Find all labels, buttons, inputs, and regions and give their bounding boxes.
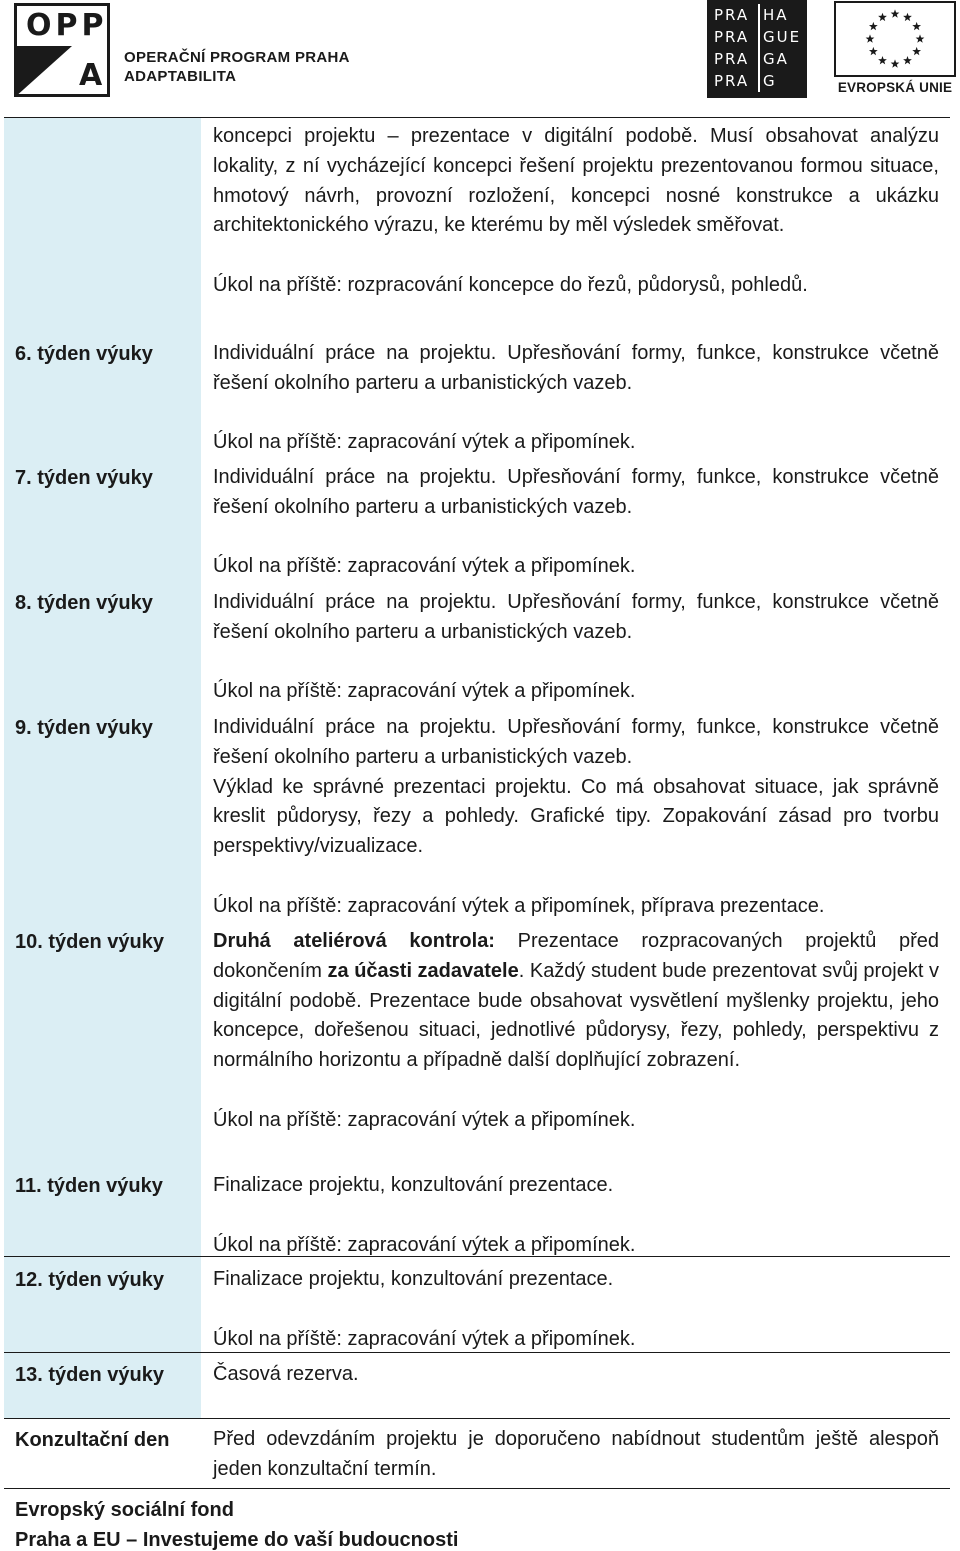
- praha-logo-divider: [758, 4, 760, 92]
- row-text: . Každý student bude prezentovat svůj projekt v digitální podobě. Prezentace bude obsahovat vysvětlení myšlenky projektu, jeho koncepce, dořešenou situaci, jednotlivé půdorysy, řezy, pohledy, perspektivu z normálního horizontu a případně další doplňující zobrazení.: [213, 959, 939, 1072]
- praha-logo-text: PRA: [714, 28, 750, 46]
- eu-star-icon: [878, 56, 887, 64]
- praha-logo-text: GUE: [763, 28, 802, 46]
- praha-logo-text: PRA: [714, 50, 750, 68]
- row-task: Úkol na příště: zapracování výtek a připomínek, příprava prezentace.: [213, 894, 825, 917]
- row-task: Úkol na příště: zapracování výtek a připomínek.: [213, 555, 636, 578]
- eu-logo-caption: EVROPSKÁ UNIE: [837, 80, 953, 95]
- oppa-program-line1: OPERAČNÍ PROGRAM PRAHA: [124, 49, 350, 66]
- eu-star-icon: [912, 22, 921, 30]
- row-label: 6. týden výuky: [15, 343, 153, 365]
- row-content: [213, 927, 939, 1136]
- praha-logo-text: G: [763, 72, 777, 90]
- oppa-logo: [14, 3, 110, 97]
- footer-line2: Praha a EU – Investujeme do vaší budoucnosti: [15, 1529, 459, 1551]
- row-text: Prezentace rozpracovaných projektů před dokončením: [213, 930, 940, 982]
- row-content: [213, 713, 939, 922]
- page-footer: [15, 1495, 458, 1551]
- praha-logo-text: HA: [763, 6, 789, 24]
- row-content: [213, 1425, 939, 1485]
- row-description: Individuální práce na projektu. Upřesňování formy, funkce, konstrukce včetně řešení okolního parteru a urbanistických vazeb.: [213, 466, 939, 518]
- row-description: Finalizace projektu, konzultování prezentace.: [213, 1174, 614, 1196]
- praha-logo-col1: [714, 4, 749, 92]
- eu-star-icon: [916, 34, 925, 42]
- label-column-background: [4, 117, 201, 1418]
- praha-logo-text: PRA: [714, 72, 750, 90]
- row-label: Konzultační den: [15, 1429, 170, 1451]
- eu-star-icon: [903, 56, 912, 64]
- eu-star-icon: [891, 59, 900, 67]
- row-description: koncepci projektu – prezentace v digitální podobě. Musí obsahovat analýzu lokality, z ní vycházející koncepci řešení projektu prezentovanou formou situace, hmotový návrh, provozní rozložení, koncepci nosné konstrukce a ukázku architektonického výrazu, ke kterému by měl výsledek směřovat.: [213, 125, 939, 237]
- oppa-program-line2: ADAPTABILITA: [124, 68, 237, 85]
- row-label: 12. týden výuky: [15, 1269, 164, 1291]
- page-header: [0, 0, 960, 108]
- row-description: Individuální práce na projektu. Upřesňování formy, funkce, konstrukce včetně řešení okolního parteru a urbanistických vazeb.: [213, 716, 939, 768]
- row-label: 10. týden výuky: [15, 931, 164, 953]
- row-content: [213, 339, 939, 458]
- row-content: [213, 1265, 939, 1354]
- table-rule: [4, 1352, 950, 1353]
- eu-star-icon: [869, 22, 878, 30]
- eu-star-icon: [912, 47, 921, 55]
- oppa-logo-mark-top: OPP: [26, 8, 108, 43]
- table-rule: [4, 1418, 950, 1419]
- eu-stars-icon: [836, 3, 954, 75]
- row-content: [213, 1171, 939, 1260]
- row-description: Individuální práce na projektu. Upřesňování formy, funkce, konstrukce včetně řešení okolního parteru a urbanistických vazeb.: [213, 342, 939, 394]
- praha-logo: [707, 0, 807, 98]
- row-label: 13. týden výuky: [15, 1364, 164, 1386]
- row-label: 9. týden výuky: [15, 717, 153, 739]
- eu-star-icon: [866, 34, 875, 42]
- row-description: Před odevzdáním projektu je doporučeno nabídnout studentům ještě alespoň jeden konzultační termín.: [213, 1428, 939, 1480]
- row-highlight: Druhá ateliérová kontrola:: [213, 930, 495, 952]
- footer-line1: Evropský sociální fond: [15, 1499, 234, 1521]
- table-rule: [4, 1256, 950, 1257]
- row-description-2: Výklad ke správné prezentaci projektu. Co má obsahovat situace, jak správně kreslit půdorysy, řezy a pohledy. Grafické tipy. Zopakování zásad pro tvorbu perspektivy/vizualizace.: [213, 775, 939, 858]
- eu-star-icon: [903, 13, 912, 21]
- row-label: 11. týden výuky: [15, 1175, 163, 1197]
- row-content: [213, 122, 939, 301]
- oppa-logo-mark-bottom: A: [79, 58, 103, 93]
- eu-star-icon: [878, 13, 887, 21]
- praha-logo-col2: [763, 4, 801, 92]
- row-task: Úkol na příště: zapracování výtek a připomínek.: [213, 1108, 636, 1131]
- row-content: [213, 463, 939, 582]
- row-task: Úkol na příště: rozpracování koncepce do řezů, půdorysů, pohledů.: [213, 273, 808, 296]
- row-content: [213, 588, 939, 707]
- row-label: 8. týden výuky: [15, 592, 153, 614]
- row-task: Úkol na příště: zapracování výtek a připomínek.: [213, 431, 636, 454]
- row-description: [213, 927, 939, 1076]
- oppa-program-name: [124, 48, 350, 86]
- eu-logo: [834, 1, 956, 98]
- table-rule: [4, 117, 950, 118]
- row-task: Úkol na příště: zapracování výtek a připomínek.: [213, 1327, 636, 1350]
- eu-star-icon: [869, 47, 878, 55]
- row-content: [213, 1360, 939, 1390]
- row-description: Finalizace projektu, konzultování prezentace.: [213, 1268, 614, 1290]
- row-task: Úkol na příště: zapracování výtek a připomínek.: [213, 1233, 636, 1256]
- eu-star-icon: [891, 9, 900, 17]
- table-rule: [4, 1488, 950, 1489]
- row-description: Časová rezerva.: [213, 1363, 359, 1385]
- praha-logo-text: GA: [763, 50, 789, 68]
- praha-logo-text: PRA: [714, 6, 750, 24]
- eu-flag-icon: [834, 1, 956, 77]
- row-highlight: za účasti zadavatele: [327, 959, 519, 982]
- oppa-logo-triangle: [14, 46, 72, 97]
- row-description: Individuální práce na projektu. Upřesňování formy, funkce, konstrukce včetně řešení okolního parteru a urbanistických vazeb.: [213, 591, 939, 643]
- row-label: 7. týden výuky: [15, 467, 153, 489]
- row-task: Úkol na příště: zapracování výtek a připomínek.: [213, 680, 636, 703]
